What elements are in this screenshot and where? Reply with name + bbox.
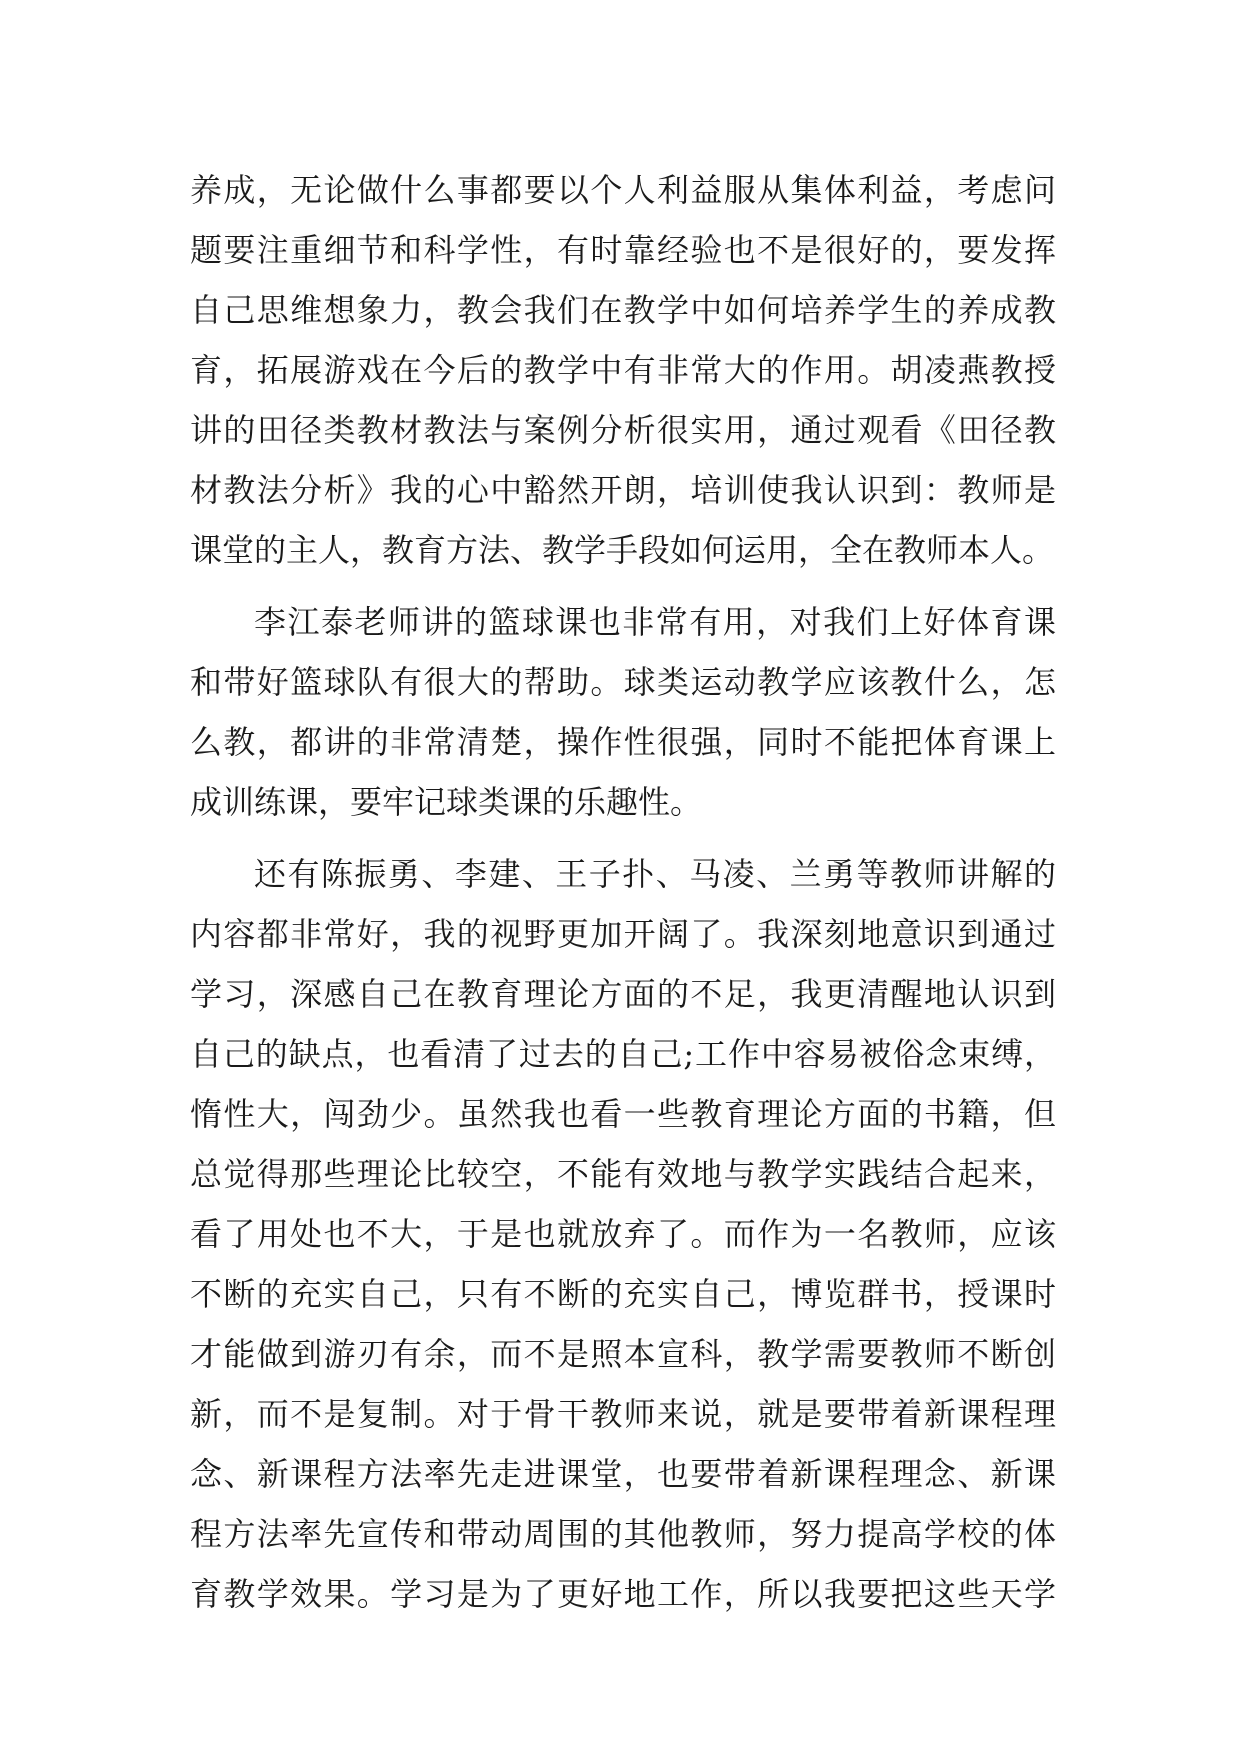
text-line: 惰性大，闯劲少。虽然我也看一些教育理论方面的书籍，但 bbox=[190, 1095, 1056, 1133]
paragraph-spacer bbox=[190, 832, 1056, 844]
text-line: 才能做到游刃有余，而不是照本宣科，教学需要教师不断创 bbox=[190, 1335, 1056, 1373]
text-line: 总觉得那些理论比较空，不能有效地与教学实践结合起来， bbox=[190, 1155, 1056, 1193]
text-line: 念、新课程方法率先走进课堂，也要带着新课程理念、新课 bbox=[190, 1455, 1056, 1493]
text-line: 育，拓展游戏在今后的教学中有非常大的作用。胡凌燕教授 bbox=[190, 351, 1056, 389]
text-line: 李江泰老师讲的篮球课也非常有用，对我们上好体育课 bbox=[254, 603, 1056, 641]
text-line: 程方法率先宣传和带动周围的其他教师，努力提高学校的体 bbox=[190, 1515, 1056, 1553]
text-line: 看了用处也不大，于是也就放弃了。而作为一名教师，应该 bbox=[190, 1215, 1056, 1253]
text-line: 自己思维想象力，教会我们在教学中如何培养学生的养成教 bbox=[190, 291, 1056, 329]
text-line: 学习，深感自己在教育理论方面的不足，我更清醒地认识到 bbox=[190, 975, 1056, 1013]
paragraph-1 bbox=[190, 160, 1056, 580]
text-line: 成训练课，要牢记球类课的乐趣性。 bbox=[190, 783, 703, 821]
text-line: 还有陈振勇、李建、王子扑、马凌、兰勇等教师讲解的 bbox=[254, 855, 1056, 893]
text-line: 么教，都讲的非常清楚，操作性很强，同时不能把体育课上 bbox=[190, 723, 1056, 761]
text-line: 课堂的主人，教育方法、教学手段如何运用，全在教师本人。 bbox=[190, 531, 1055, 569]
text-line: 和带好篮球队有很大的帮助。球类运动教学应该教什么，怎 bbox=[190, 663, 1056, 701]
text-line: 内容都非常好，我的视野更加开阔了。我深刻地意识到通过 bbox=[190, 915, 1056, 953]
text-line: 讲的田径类教材教法与案例分析很实用，通过观看《田径教 bbox=[190, 411, 1056, 449]
text-line: 材教法分析》我的心中豁然开朗，培训使我认识到：教师是 bbox=[190, 471, 1056, 509]
text-line: 题要注重细节和科学性，有时靠经验也不是很好的，要发挥 bbox=[190, 231, 1056, 269]
text-line: 养成，无论做什么事都要以个人利益服从集体利益，考虑问 bbox=[190, 171, 1056, 209]
paragraph-spacer bbox=[190, 580, 1056, 592]
document-body bbox=[190, 160, 1056, 1624]
text-line: 育教学效果。学习是为了更好地工作，所以我要把这些天学 bbox=[190, 1575, 1056, 1613]
text-line: 自己的缺点，也看清了过去的自己;工作中容易被俗念束缚， bbox=[190, 1035, 1056, 1073]
text-line: 新，而不是复制。对于骨干教师来说，就是要带着新课程理 bbox=[190, 1395, 1056, 1433]
paragraph-3 bbox=[190, 844, 1056, 1624]
text-line: 不断的充实自己，只有不断的充实自己，博览群书，授课时 bbox=[190, 1275, 1056, 1313]
paragraph-2 bbox=[190, 592, 1056, 832]
